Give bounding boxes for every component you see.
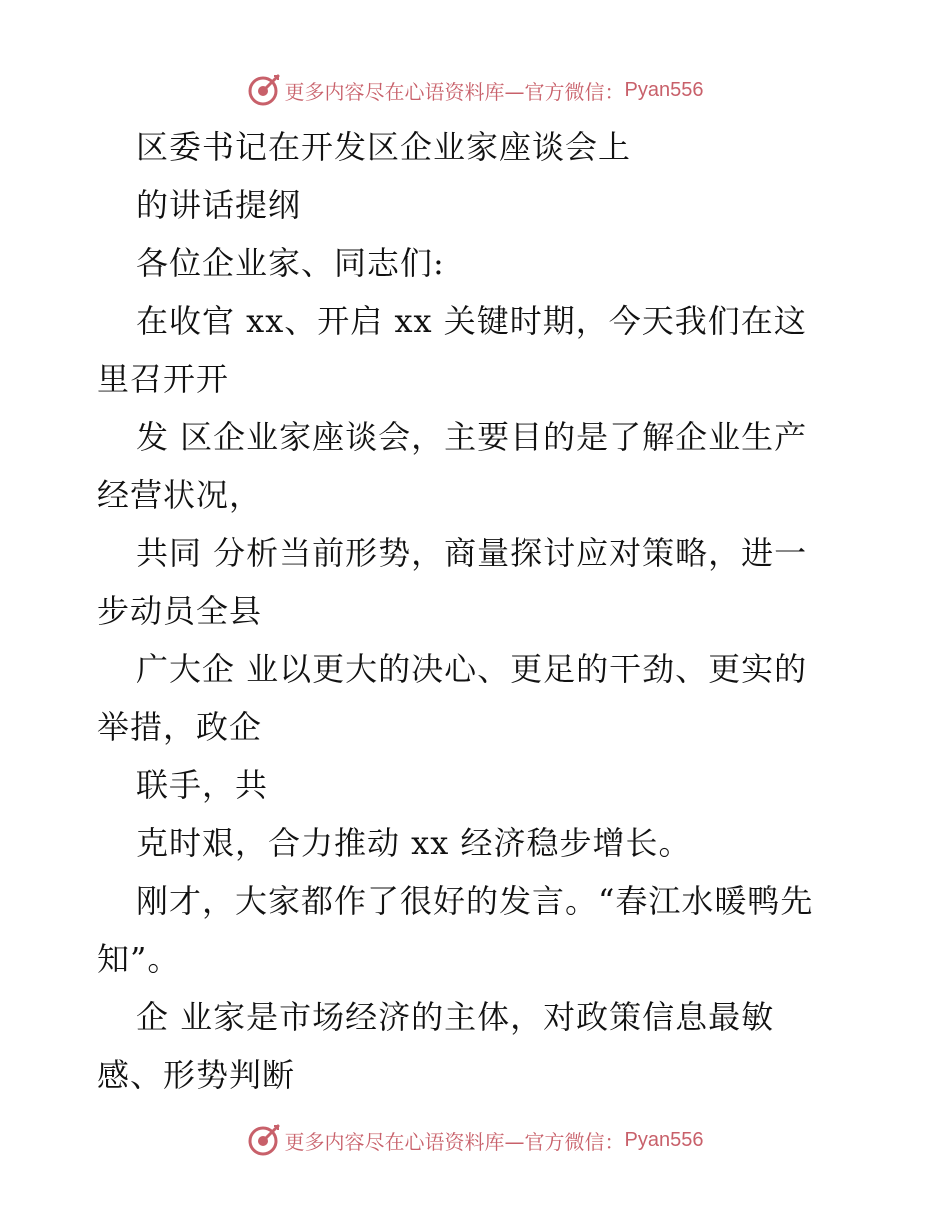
paragraph-line: 刚才，大家都作了很好的发言。“春江水暖鸭先 [136, 882, 814, 920]
pen-logo-icon [247, 1123, 281, 1157]
watermark-handle: Pyan556 [624, 78, 704, 101]
watermark-handle: Pyan556 [624, 1128, 704, 1151]
title-line-1: 区委书记在开发区企业家座谈会上 [136, 128, 632, 166]
paragraph-line: 发 区企业家座谈会，主要目的是了解企业生产 [136, 418, 808, 456]
paragraph-line: 企 业家是市场经济的主体，对政策信息最敏 [136, 998, 775, 1036]
paragraph-line: 里召开开 [97, 360, 230, 398]
paragraph-line: 步动员全县 [97, 592, 263, 630]
paragraph-line: 感、形势判断 [97, 1056, 296, 1094]
paragraph-line: 经营状况， [97, 476, 263, 514]
paragraph-line: 联手，共 [136, 766, 269, 804]
watermark-text: 更多内容尽在心语资料库—官方微信： [284, 1129, 625, 1154]
paragraph-line: 共同 分析当前形势，商量探讨应对策略，进一 [136, 534, 808, 572]
paragraph-line: 在收官 xx、开启 xx 关键时期，今天我们在这 [136, 302, 807, 340]
paragraph-line: 举措，政企 [97, 708, 263, 746]
watermark-banner-bottom [0, 1120, 950, 1160]
paragraph-line: 克时艰，合力推动 xx 经济稳步增长。 [136, 824, 692, 862]
watermark-text: 更多内容尽在心语资料库—官方微信： [284, 79, 625, 104]
salutation: 各位企业家、同志们: [136, 244, 445, 282]
title-line-2: 的讲话提纲 [136, 186, 302, 224]
paragraph-line: 广大企 业以更大的决心、更足的干劲、更实的 [136, 650, 808, 688]
paragraph-line: 知”。 [97, 940, 181, 978]
